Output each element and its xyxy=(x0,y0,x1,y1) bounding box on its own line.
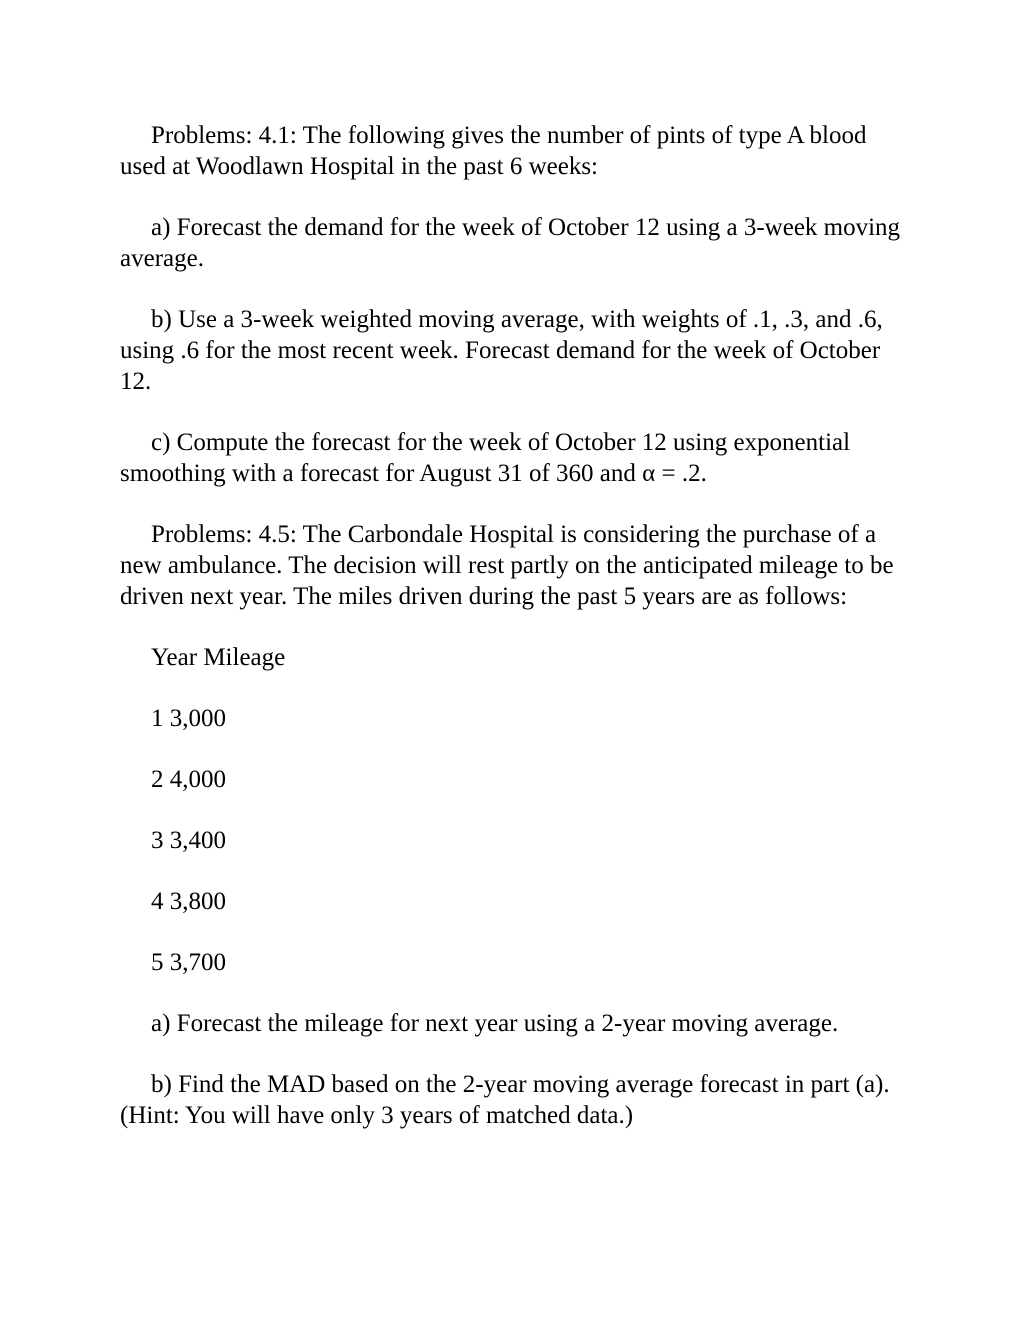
mileage-row: 2 4,000 xyxy=(151,766,226,793)
mileage-table-header: Year Mileage xyxy=(151,644,286,671)
problem-4-5-part-a: a) Forecast the mileage for next year using a 2-year moving average. xyxy=(151,1010,839,1037)
mileage-row: 1 3,000 xyxy=(151,705,226,732)
document-page xyxy=(120,120,910,1131)
problem-4-5-intro: Problems: 4.5: The Carbondale Hospital is considering the purchase of a new ambulance. The decision will rest partly on the anticipated mileage to be driven next year. The miles driven during the past 5 years are as follows: xyxy=(120,521,894,610)
mileage-row: 4 3,800 xyxy=(151,888,226,915)
problem-4-1-part-b: b) Use a 3-week weighted moving average, with weights of .1, .3, and .6, using .6 for the most recent week. Forecast demand for the week of October 12. xyxy=(120,306,883,395)
problem-4-1-intro: Problems: 4.1: The following gives the number of pints of type A blood used at Woodlawn Hospital in the past 6 weeks: xyxy=(120,122,867,180)
mileage-row: 3 3,400 xyxy=(151,827,226,854)
problem-4-1-part-a: a) Forecast the demand for the week of October 12 using a 3-week moving average. xyxy=(120,214,901,272)
problem-4-1-part-c: c) Compute the forecast for the week of October 12 using exponential smoothing with a forecast for August 31 of 360 and α = .2. xyxy=(120,429,851,487)
mileage-row: 5 3,700 xyxy=(151,949,226,976)
problem-4-5-part-b: b) Find the MAD based on the 2-year moving average forecast in part (a).(Hint: You will have only 3 years of matched data.) xyxy=(120,1071,890,1129)
